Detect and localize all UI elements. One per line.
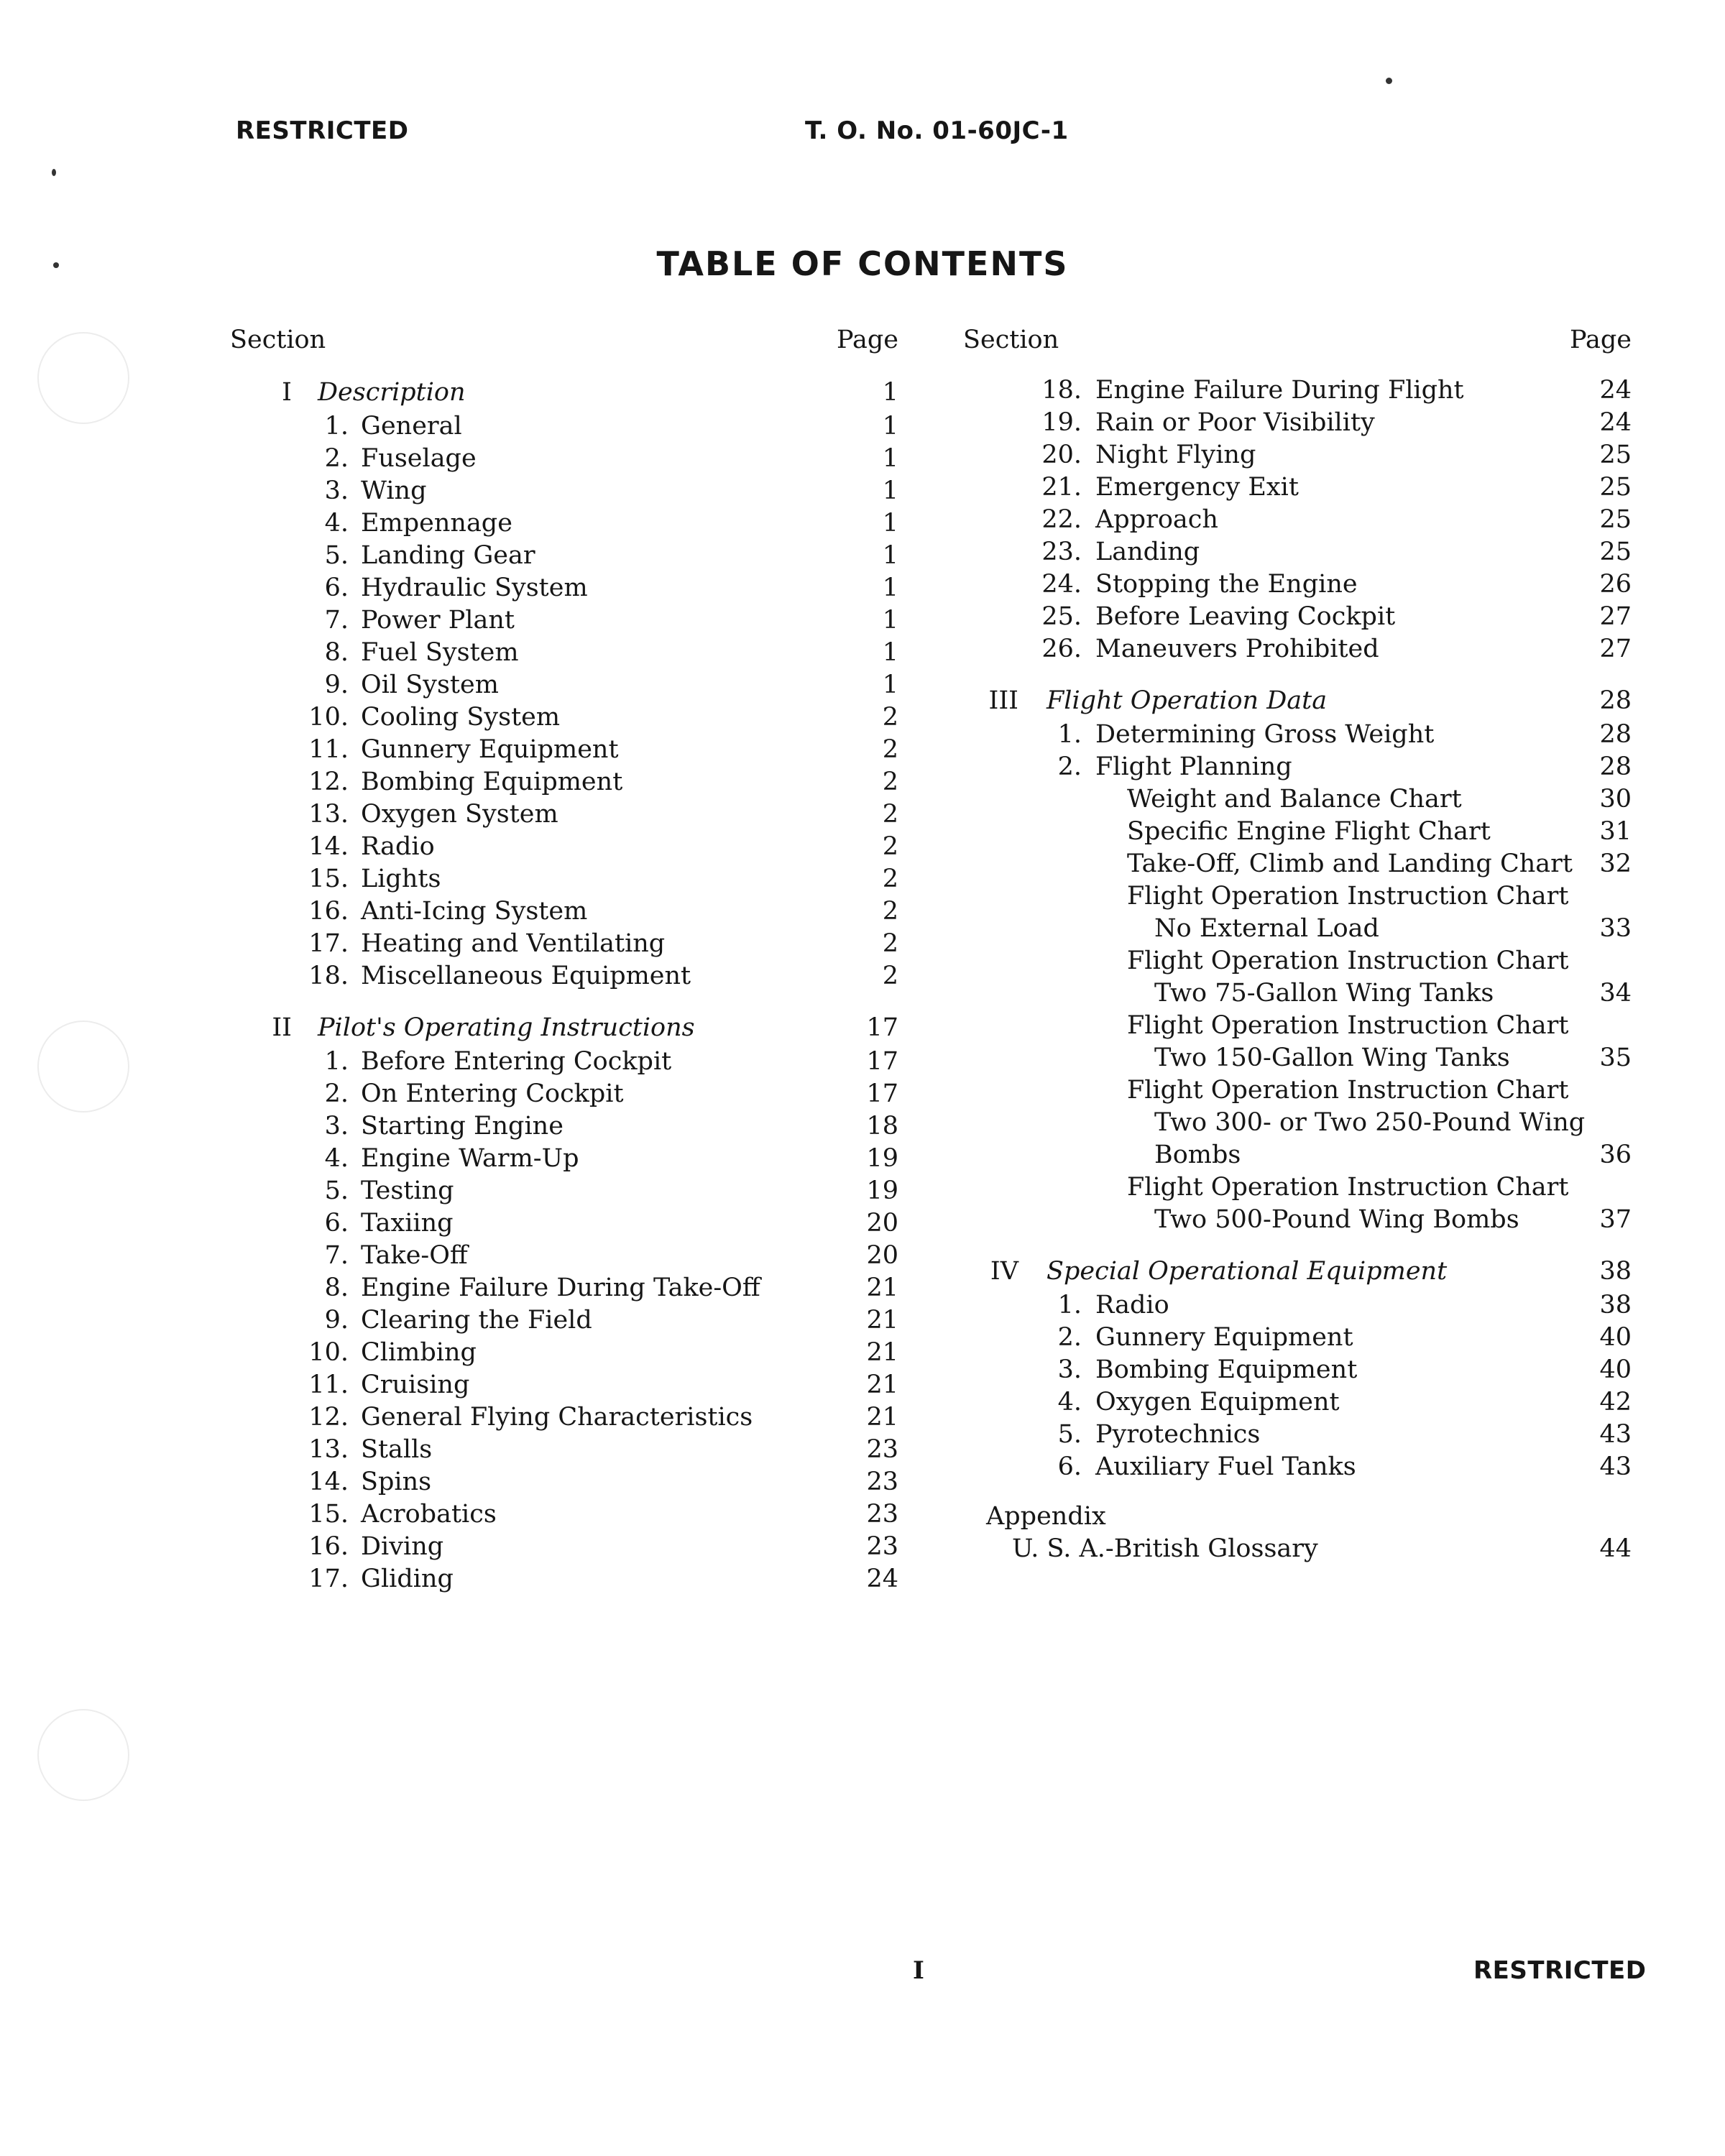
page-number: I bbox=[913, 1956, 924, 1985]
entry-title: Take-Off bbox=[361, 1241, 468, 1270]
entry-page: 2 bbox=[882, 929, 898, 958]
toc-entry[interactable] bbox=[963, 568, 1632, 601]
toc-entry[interactable] bbox=[230, 410, 898, 443]
entry-page: 21 bbox=[866, 1273, 898, 1302]
entry-title: Landing Gear bbox=[361, 541, 535, 570]
entry-page: 18 bbox=[866, 1112, 898, 1141]
toc-entry[interactable] bbox=[230, 1304, 898, 1337]
entry-page: 2 bbox=[882, 703, 898, 732]
footer-restricted: RESTRICTED bbox=[1473, 1956, 1647, 1985]
entry-title: Climbing bbox=[361, 1338, 477, 1367]
toc-entry[interactable] bbox=[230, 1078, 898, 1110]
toc-entry[interactable] bbox=[230, 1498, 898, 1531]
toc-entry[interactable] bbox=[230, 1337, 898, 1369]
entry-number: 8. bbox=[324, 638, 349, 667]
toc-entry[interactable] bbox=[230, 1434, 898, 1466]
entry-page: 1 bbox=[882, 606, 898, 635]
entry-title: Testing bbox=[361, 1176, 454, 1205]
entry-page: 1 bbox=[882, 412, 898, 441]
toc-entry[interactable] bbox=[230, 766, 898, 798]
entry-number: 7. bbox=[324, 606, 349, 635]
entry-page: 2 bbox=[882, 800, 898, 829]
toc-entry[interactable] bbox=[230, 1401, 898, 1434]
entry-page: 20 bbox=[866, 1241, 898, 1270]
entry-page: 40 bbox=[1599, 1323, 1632, 1352]
ink-speck bbox=[52, 169, 56, 176]
entry-number: 6. bbox=[324, 573, 349, 602]
toc-entry[interactable] bbox=[230, 475, 898, 507]
toc-left-column bbox=[230, 326, 898, 1595]
entry-title: Diving bbox=[361, 1532, 444, 1561]
entry-page: 1 bbox=[882, 541, 898, 570]
entry-page: 1 bbox=[882, 573, 898, 602]
toc-entry[interactable] bbox=[963, 471, 1632, 504]
entry-title: Bombing Equipment bbox=[361, 768, 623, 796]
entry-page: 24 bbox=[866, 1565, 898, 1593]
column-header bbox=[230, 326, 898, 364]
entry-page: 24 bbox=[1599, 408, 1632, 437]
entry-page: 43 bbox=[1599, 1452, 1632, 1481]
entry-page: 28 bbox=[1599, 752, 1632, 781]
toc-entry[interactable] bbox=[230, 1563, 898, 1595]
entry-number: 3. bbox=[324, 476, 349, 505]
column-header bbox=[963, 326, 1632, 364]
page-column-label: Page bbox=[837, 326, 898, 354]
entry-page: 2 bbox=[882, 735, 898, 764]
entry-title: Before Leaving Cockpit bbox=[1095, 602, 1396, 631]
entry-title: Flight Operation Instruction Chart bbox=[1127, 1076, 1569, 1105]
entry-number: 18. bbox=[308, 962, 349, 990]
entry-title: Two 150-Gallon Wing Tanks bbox=[1154, 1044, 1510, 1072]
entry-number: 6. bbox=[1057, 1452, 1082, 1481]
entry-title: Empennage bbox=[361, 509, 512, 538]
toc-entry[interactable] bbox=[963, 1289, 1632, 1322]
entry-title: Flight Operation Instruction Chart bbox=[1127, 1173, 1569, 1202]
entry-page: 40 bbox=[1599, 1355, 1632, 1384]
entry-page: 1 bbox=[882, 378, 898, 407]
entry-page: 23 bbox=[866, 1435, 898, 1464]
entry-title: Before Entering Cockpit bbox=[361, 1047, 672, 1076]
entry-title: Oxygen Equipment bbox=[1095, 1388, 1340, 1416]
entry-page: 17 bbox=[866, 1013, 898, 1042]
toc-entry[interactable] bbox=[230, 895, 898, 928]
entry-number: 17. bbox=[308, 929, 349, 958]
entry-number: 1. bbox=[324, 412, 349, 441]
entry-page: 26 bbox=[1599, 570, 1632, 599]
entry-title: Starting Engine bbox=[361, 1112, 564, 1141]
entry-page: 28 bbox=[1599, 720, 1632, 749]
entry-title: Specific Engine Flight Chart bbox=[1127, 817, 1491, 846]
entry-page: 28 bbox=[1599, 686, 1632, 715]
entry-title: Gunnery Equipment bbox=[1095, 1323, 1353, 1352]
entry-title: Engine Failure During Flight bbox=[1095, 376, 1464, 405]
entry-page: 2 bbox=[882, 865, 898, 893]
entry-page: 37 bbox=[1599, 1205, 1632, 1234]
entry-number: 5. bbox=[1057, 1420, 1082, 1449]
toc-right-rows bbox=[963, 374, 1632, 1565]
entry-page: 1 bbox=[882, 476, 898, 505]
entry-page: 23 bbox=[866, 1532, 898, 1561]
entry-number: 21. bbox=[1041, 473, 1082, 502]
entry-number: 16. bbox=[308, 1532, 349, 1561]
ink-speck bbox=[1386, 78, 1392, 84]
entry-title: Two 500-Pound Wing Bombs bbox=[1154, 1205, 1519, 1234]
toc-entry[interactable] bbox=[963, 945, 1632, 977]
document-number: T. O. No. 01-60JC-1 bbox=[805, 116, 1069, 145]
toc-entry[interactable] bbox=[963, 374, 1632, 407]
entry-number: 4. bbox=[324, 509, 349, 538]
entry-title: Taxiing bbox=[361, 1209, 454, 1238]
entry-title: Oil System bbox=[361, 671, 499, 699]
toc-entry[interactable] bbox=[230, 960, 898, 992]
toc-entry[interactable] bbox=[963, 407, 1632, 439]
toc-entry[interactable] bbox=[230, 1272, 898, 1304]
toc-entry[interactable] bbox=[963, 601, 1632, 633]
entry-page: 20 bbox=[866, 1209, 898, 1238]
entry-title: Special Operational Equipment bbox=[1046, 1257, 1448, 1286]
entry-title: Description bbox=[318, 378, 466, 407]
toc-entry[interactable] bbox=[963, 1322, 1632, 1354]
entry-number: 1. bbox=[1057, 720, 1082, 749]
entry-page: 2 bbox=[882, 832, 898, 861]
toc-entry[interactable] bbox=[963, 1074, 1632, 1107]
entry-page: 23 bbox=[866, 1500, 898, 1529]
toc-section-entry[interactable] bbox=[963, 1253, 1632, 1289]
entry-title: Cruising bbox=[361, 1370, 470, 1399]
entry-page: 25 bbox=[1599, 441, 1632, 469]
toc-entry[interactable] bbox=[963, 913, 1632, 945]
entry-number: 13. bbox=[308, 800, 349, 829]
punch-hole-middle bbox=[37, 1021, 129, 1112]
section-column-label: Section bbox=[963, 326, 1059, 354]
section-column-label: Section bbox=[230, 326, 326, 354]
toc-entry[interactable] bbox=[963, 633, 1632, 665]
toc-entry[interactable] bbox=[963, 1533, 1632, 1565]
entry-title: On Entering Cockpit bbox=[361, 1079, 624, 1108]
entry-page: 23 bbox=[866, 1468, 898, 1496]
entry-page: 1 bbox=[882, 671, 898, 699]
entry-number: 10. bbox=[308, 1338, 349, 1367]
entry-title: Engine Failure During Take-Off bbox=[361, 1273, 760, 1302]
entry-number: 16. bbox=[308, 897, 349, 926]
toc-entry[interactable] bbox=[230, 701, 898, 734]
entry-number: 19. bbox=[1041, 408, 1082, 437]
toc-entry[interactable] bbox=[230, 831, 898, 863]
entry-number: III bbox=[988, 686, 1018, 715]
toc-entry[interactable] bbox=[230, 540, 898, 572]
entry-page: 36 bbox=[1599, 1141, 1632, 1169]
toc-entry[interactable] bbox=[963, 1171, 1632, 1204]
toc-entry[interactable] bbox=[963, 848, 1632, 880]
toc-entry[interactable] bbox=[963, 880, 1632, 913]
entry-title: Flight Operation Instruction Chart bbox=[1127, 882, 1569, 911]
entry-title: Pyrotechnics bbox=[1095, 1420, 1261, 1449]
toc-entry[interactable] bbox=[230, 507, 898, 540]
entry-page: 1 bbox=[882, 444, 898, 473]
entry-number: 9. bbox=[324, 671, 349, 699]
entry-page: 19 bbox=[866, 1176, 898, 1205]
entry-title: Stalls bbox=[361, 1435, 433, 1464]
entry-page: 31 bbox=[1599, 817, 1632, 846]
entry-page: 43 bbox=[1599, 1420, 1632, 1449]
entry-title: Flight Planning bbox=[1095, 752, 1292, 781]
entry-number: II bbox=[272, 1013, 292, 1042]
entry-page: 24 bbox=[1599, 376, 1632, 405]
entry-title: Fuselage bbox=[361, 444, 477, 473]
entry-number: 23. bbox=[1041, 538, 1082, 566]
entry-number: 1. bbox=[1057, 1291, 1082, 1319]
toc-left-rows bbox=[230, 374, 898, 1595]
toc-entry[interactable] bbox=[963, 1204, 1632, 1236]
entry-title: Flight Operation Instruction Chart bbox=[1127, 1011, 1569, 1040]
entry-page: 35 bbox=[1599, 1044, 1632, 1072]
entry-number: 25. bbox=[1041, 602, 1082, 631]
toc-entry[interactable] bbox=[230, 1175, 898, 1207]
toc-entry[interactable] bbox=[230, 443, 898, 475]
entry-number: 1. bbox=[324, 1047, 349, 1076]
toc-entry[interactable] bbox=[963, 1042, 1632, 1074]
toc-entry[interactable] bbox=[230, 1369, 898, 1401]
toc-entry[interactable] bbox=[963, 1386, 1632, 1419]
toc-section-entry[interactable] bbox=[230, 374, 898, 410]
entry-page: 1 bbox=[882, 509, 898, 538]
entry-title: Oxygen System bbox=[361, 800, 558, 829]
entry-title: Flight Operation Data bbox=[1046, 686, 1328, 715]
toc-entry[interactable] bbox=[963, 504, 1632, 536]
toc-entry[interactable] bbox=[230, 572, 898, 604]
toc-right-column bbox=[963, 326, 1632, 1565]
entry-number: 4. bbox=[1057, 1388, 1082, 1416]
entry-number: 14. bbox=[308, 1468, 349, 1496]
entry-title: Engine Warm-Up bbox=[361, 1144, 579, 1173]
entry-number: 9. bbox=[324, 1306, 349, 1335]
entry-page: 19 bbox=[866, 1144, 898, 1173]
toc-entry[interactable] bbox=[963, 1107, 1632, 1139]
entry-title: Radio bbox=[1095, 1291, 1169, 1319]
entry-number: 20. bbox=[1041, 441, 1082, 469]
entry-page: 21 bbox=[866, 1338, 898, 1367]
entry-page: 32 bbox=[1599, 849, 1632, 878]
header-restricted: RESTRICTED bbox=[236, 116, 409, 145]
entry-page: 21 bbox=[866, 1370, 898, 1399]
entry-number: 5. bbox=[324, 1176, 349, 1205]
toc-section-entry[interactable] bbox=[963, 683, 1632, 719]
entry-number: 5. bbox=[324, 541, 349, 570]
entry-number: 24. bbox=[1041, 570, 1082, 599]
entry-page: 33 bbox=[1599, 914, 1632, 943]
entry-page: 27 bbox=[1599, 602, 1632, 631]
entry-title: Two 300- or Two 250-Pound Wing bbox=[1154, 1108, 1586, 1137]
entry-title: Take-Off, Climb and Landing Chart bbox=[1127, 849, 1573, 878]
entry-number: 8. bbox=[324, 1273, 349, 1302]
toc-entry[interactable] bbox=[963, 1451, 1632, 1483]
toc-entry[interactable] bbox=[230, 928, 898, 960]
toc-entry[interactable] bbox=[963, 536, 1632, 568]
entry-title: Appendix bbox=[986, 1502, 1106, 1531]
entry-number: 7. bbox=[324, 1241, 349, 1270]
toc-entry[interactable] bbox=[963, 1419, 1632, 1451]
entry-page: 25 bbox=[1599, 538, 1632, 566]
entry-page: 44 bbox=[1599, 1534, 1632, 1563]
entry-page: 25 bbox=[1599, 505, 1632, 534]
entry-title: Spins bbox=[361, 1468, 432, 1496]
entry-title: Wing bbox=[361, 476, 427, 505]
punch-hole-top bbox=[37, 332, 129, 424]
entry-title: Stopping the Engine bbox=[1095, 570, 1358, 599]
entry-title: Maneuvers Prohibited bbox=[1095, 635, 1379, 663]
entry-page: 17 bbox=[866, 1079, 898, 1108]
entry-number: 15. bbox=[308, 1500, 349, 1529]
entry-page: 42 bbox=[1599, 1388, 1632, 1416]
entry-number: 10. bbox=[308, 703, 349, 732]
entry-number: I bbox=[282, 378, 292, 407]
toc-appendix-heading[interactable] bbox=[963, 1501, 1632, 1533]
entry-title: Emergency Exit bbox=[1095, 473, 1299, 502]
entry-title: Night Flying bbox=[1095, 441, 1256, 469]
entry-title: Power Plant bbox=[361, 606, 515, 635]
toc-entry[interactable] bbox=[230, 798, 898, 831]
toc-entry[interactable] bbox=[230, 863, 898, 895]
toc-section-entry[interactable] bbox=[230, 1010, 898, 1046]
entry-title: Bombing Equipment bbox=[1095, 1355, 1358, 1384]
entry-title: Anti-Icing System bbox=[361, 897, 588, 926]
entry-number: 14. bbox=[308, 832, 349, 861]
entry-title: No External Load bbox=[1154, 914, 1379, 943]
entry-page: 2 bbox=[882, 962, 898, 990]
entry-title: Rain or Poor Visibility bbox=[1095, 408, 1375, 437]
page-column-label: Page bbox=[1570, 326, 1632, 354]
toc-entry[interactable] bbox=[963, 1354, 1632, 1386]
toc-entry[interactable] bbox=[963, 1010, 1632, 1042]
entry-title: Cooling System bbox=[361, 703, 561, 732]
entry-title: Two 75-Gallon Wing Tanks bbox=[1154, 979, 1494, 1008]
entry-number: 3. bbox=[1057, 1355, 1082, 1384]
toc-entry[interactable] bbox=[230, 1240, 898, 1272]
entry-title: Pilot's Operating Instructions bbox=[318, 1013, 695, 1042]
entry-page: 17 bbox=[866, 1047, 898, 1076]
entry-title: Approach bbox=[1095, 505, 1218, 534]
entry-number: 12. bbox=[308, 768, 349, 796]
toc-entry[interactable] bbox=[230, 637, 898, 669]
entry-page: 21 bbox=[866, 1306, 898, 1335]
toc-entry[interactable] bbox=[963, 816, 1632, 848]
toc-entry[interactable] bbox=[963, 1139, 1632, 1171]
toc-entry[interactable] bbox=[230, 1207, 898, 1240]
entry-title: Auxiliary Fuel Tanks bbox=[1095, 1452, 1356, 1481]
entry-title: Flight Operation Instruction Chart bbox=[1127, 946, 1569, 975]
entry-title: Clearing the Field bbox=[361, 1306, 592, 1335]
entry-title: Heating and Ventilating bbox=[361, 929, 666, 958]
entry-number: 12. bbox=[308, 1403, 349, 1432]
toc-entry[interactable] bbox=[963, 751, 1632, 783]
entry-title: U. S. A.-British Glossary bbox=[1012, 1534, 1318, 1563]
entry-number: 4. bbox=[324, 1144, 349, 1173]
entry-title: General Flying Characteristics bbox=[361, 1403, 753, 1432]
entry-title: Fuel System bbox=[361, 638, 519, 667]
toc-entry[interactable] bbox=[963, 783, 1632, 816]
entry-title: Bombs bbox=[1154, 1141, 1241, 1169]
entry-title: General bbox=[361, 412, 462, 441]
toc-entry[interactable] bbox=[230, 1531, 898, 1563]
toc-entry[interactable] bbox=[963, 719, 1632, 751]
entry-number: 2. bbox=[324, 1079, 349, 1108]
entry-number: 11. bbox=[308, 735, 349, 764]
entry-title: Determining Gross Weight bbox=[1095, 720, 1435, 749]
entry-number: 11. bbox=[308, 1370, 349, 1399]
entry-title: Gliding bbox=[361, 1565, 454, 1593]
entry-page: 2 bbox=[882, 768, 898, 796]
toc-entry[interactable] bbox=[230, 669, 898, 701]
toc-entry[interactable] bbox=[230, 1143, 898, 1175]
toc-entry[interactable] bbox=[230, 1466, 898, 1498]
entry-page: 38 bbox=[1599, 1257, 1632, 1286]
page-title: TABLE OF CONTENTS bbox=[656, 244, 1069, 283]
entry-page: 30 bbox=[1599, 785, 1632, 814]
entry-number: 18. bbox=[1041, 376, 1082, 405]
entry-number: 3. bbox=[324, 1112, 349, 1141]
entry-number: 2. bbox=[1057, 752, 1082, 781]
entry-number: 6. bbox=[324, 1209, 349, 1238]
entry-page: 38 bbox=[1599, 1291, 1632, 1319]
toc-entry[interactable] bbox=[230, 604, 898, 637]
entry-page: 21 bbox=[866, 1403, 898, 1432]
toc-entry[interactable] bbox=[230, 1110, 898, 1143]
entry-title: Hydraulic System bbox=[361, 573, 588, 602]
toc-entry[interactable] bbox=[963, 977, 1632, 1010]
entry-page: 27 bbox=[1599, 635, 1632, 663]
entry-page: 2 bbox=[882, 897, 898, 926]
entry-page: 1 bbox=[882, 638, 898, 667]
punch-hole-bottom bbox=[37, 1709, 129, 1801]
entry-number: 26. bbox=[1041, 635, 1082, 663]
entry-title: Miscellaneous Equipment bbox=[361, 962, 691, 990]
entry-title: Gunnery Equipment bbox=[361, 735, 619, 764]
entry-page: 25 bbox=[1599, 473, 1632, 502]
entry-number: IV bbox=[990, 1257, 1018, 1286]
entry-title: Acrobatics bbox=[361, 1500, 497, 1529]
entry-number: 2. bbox=[1057, 1323, 1082, 1352]
entry-page: 34 bbox=[1599, 979, 1632, 1008]
entry-number: 2. bbox=[324, 444, 349, 473]
entry-number: 13. bbox=[308, 1435, 349, 1464]
entry-title: Lights bbox=[361, 865, 441, 893]
toc-entry[interactable] bbox=[230, 1046, 898, 1078]
entry-number: 17. bbox=[308, 1565, 349, 1593]
entry-title: Landing bbox=[1095, 538, 1200, 566]
entry-number: 15. bbox=[308, 865, 349, 893]
entry-title: Radio bbox=[361, 832, 435, 861]
toc-entry[interactable] bbox=[230, 734, 898, 766]
toc-entry[interactable] bbox=[963, 439, 1632, 471]
entry-title: Weight and Balance Chart bbox=[1127, 785, 1462, 814]
entry-number: 22. bbox=[1041, 505, 1082, 534]
